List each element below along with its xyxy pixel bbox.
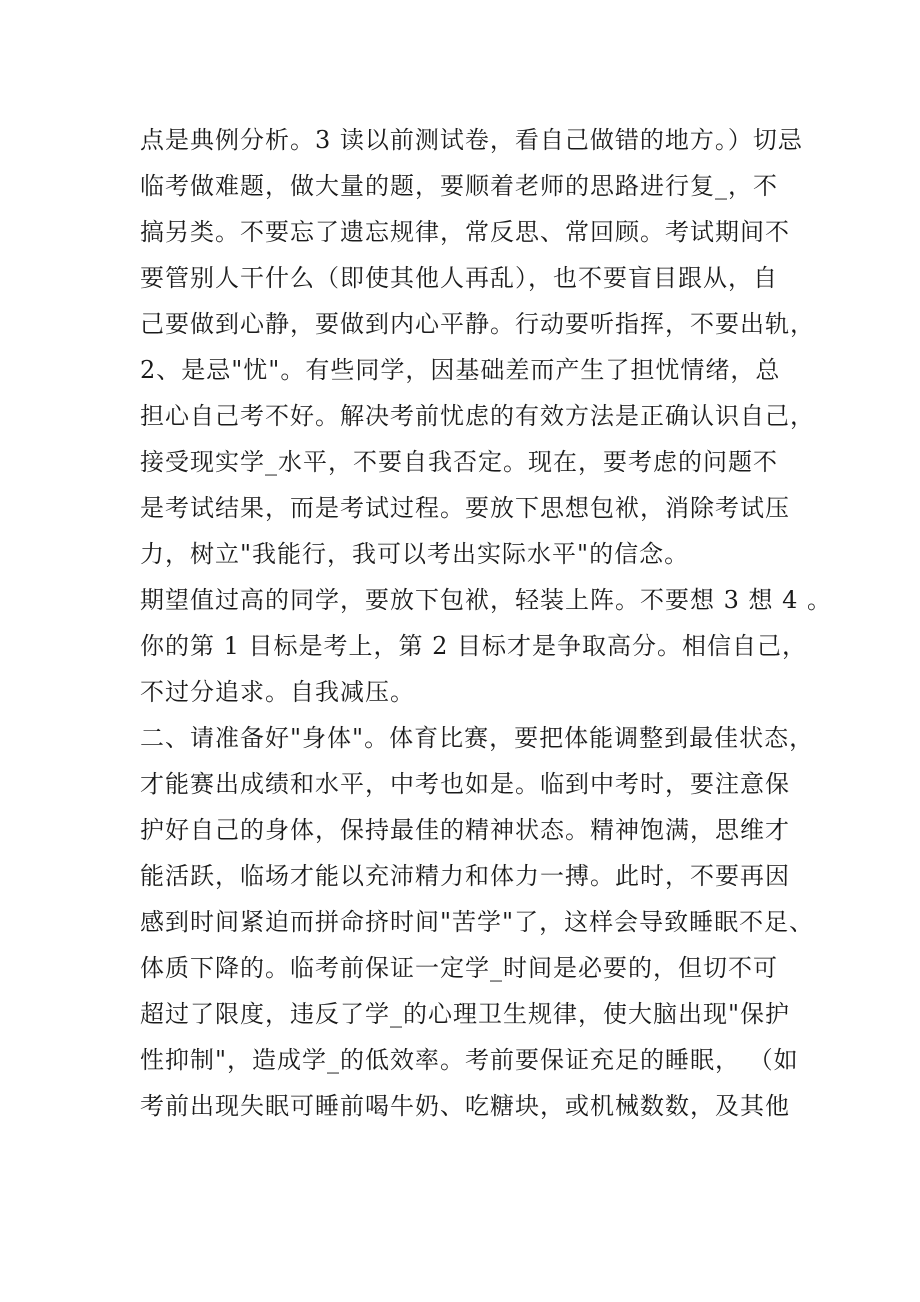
text-line: 接受现实学_水平，不要自我否定。现在，要考虑的问题不 <box>140 448 778 476</box>
text-line: 担心自己考不好。解决考前忧虑的有效方法是正确认识自己， <box>140 402 815 430</box>
text-line: 超过了限度，违反了学_的心理卫生规律，使大脑出现"保护 <box>140 1000 791 1028</box>
text-line: 考前出现失眠可睡前喝牛奶、吃糖块，或机械数数，及其他 <box>140 1092 790 1120</box>
text-line: 二、请准备好"身体"。体育比赛，要把体能调整到最佳状态， <box>140 724 815 752</box>
text-line: 己要做到心静，要做到内心平静。行动要听指挥，不要出轨， <box>140 310 815 338</box>
text-line: 性抑制"，造成学_的低效率。考前要保证充足的睡眠， （如 <box>140 1046 799 1074</box>
text-line: 点是典例分析。3 读以前测试卷，看自己做错的地方。）切忌 <box>140 126 803 154</box>
text-line: 才能赛出成绩和水平，中考也如是。临到中考时，要注意保 <box>140 770 790 798</box>
text-line: 能活跃，临场才能以充沛精力和体力一搏。此时，不要再因 <box>140 862 790 890</box>
text-line: 体质下降的。临考前保证一定学_时间是必要的，但切不可 <box>140 954 778 982</box>
text-line: 2、是忌"忧"。有些同学，因基础差而产生了担忧情绪，总 <box>140 356 781 384</box>
text-line: 感到时间紧迫而拼命挤时间"苦学"了，这样会导致睡眠不足、 <box>140 908 815 936</box>
text-line: 不过分追求。自我减压。 <box>140 678 415 706</box>
text-line: 期望值过高的同学，要放下包袱，轻装上阵。不要想 3 想 4 。 <box>140 586 833 614</box>
text-line: 搞另类。不要忘了遗忘规律，常反思、常回顾。考试期间不 <box>140 218 790 246</box>
text-line: 力，树立"我能行，我可以考出实际水平"的信念。 <box>140 540 690 568</box>
text-line: 是考试结果，而是考试过程。要放下思想包袱，消除考试压 <box>140 494 790 522</box>
text-line: 你的第 1 目标是考上，第 2 目标才是争取高分。相信自己， <box>140 632 808 660</box>
text-line: 要管别人干什么（即使其他人再乱），也不要盲目跟从，自 <box>140 264 778 292</box>
body-text <box>140 117 833 1129</box>
text-line: 护好自己的身体，保持最佳的精神状态。精神饱满，思维才 <box>140 816 790 844</box>
text-line: 临考做难题，做大量的题，要顺着老师的思路进行复_，不 <box>140 172 778 200</box>
